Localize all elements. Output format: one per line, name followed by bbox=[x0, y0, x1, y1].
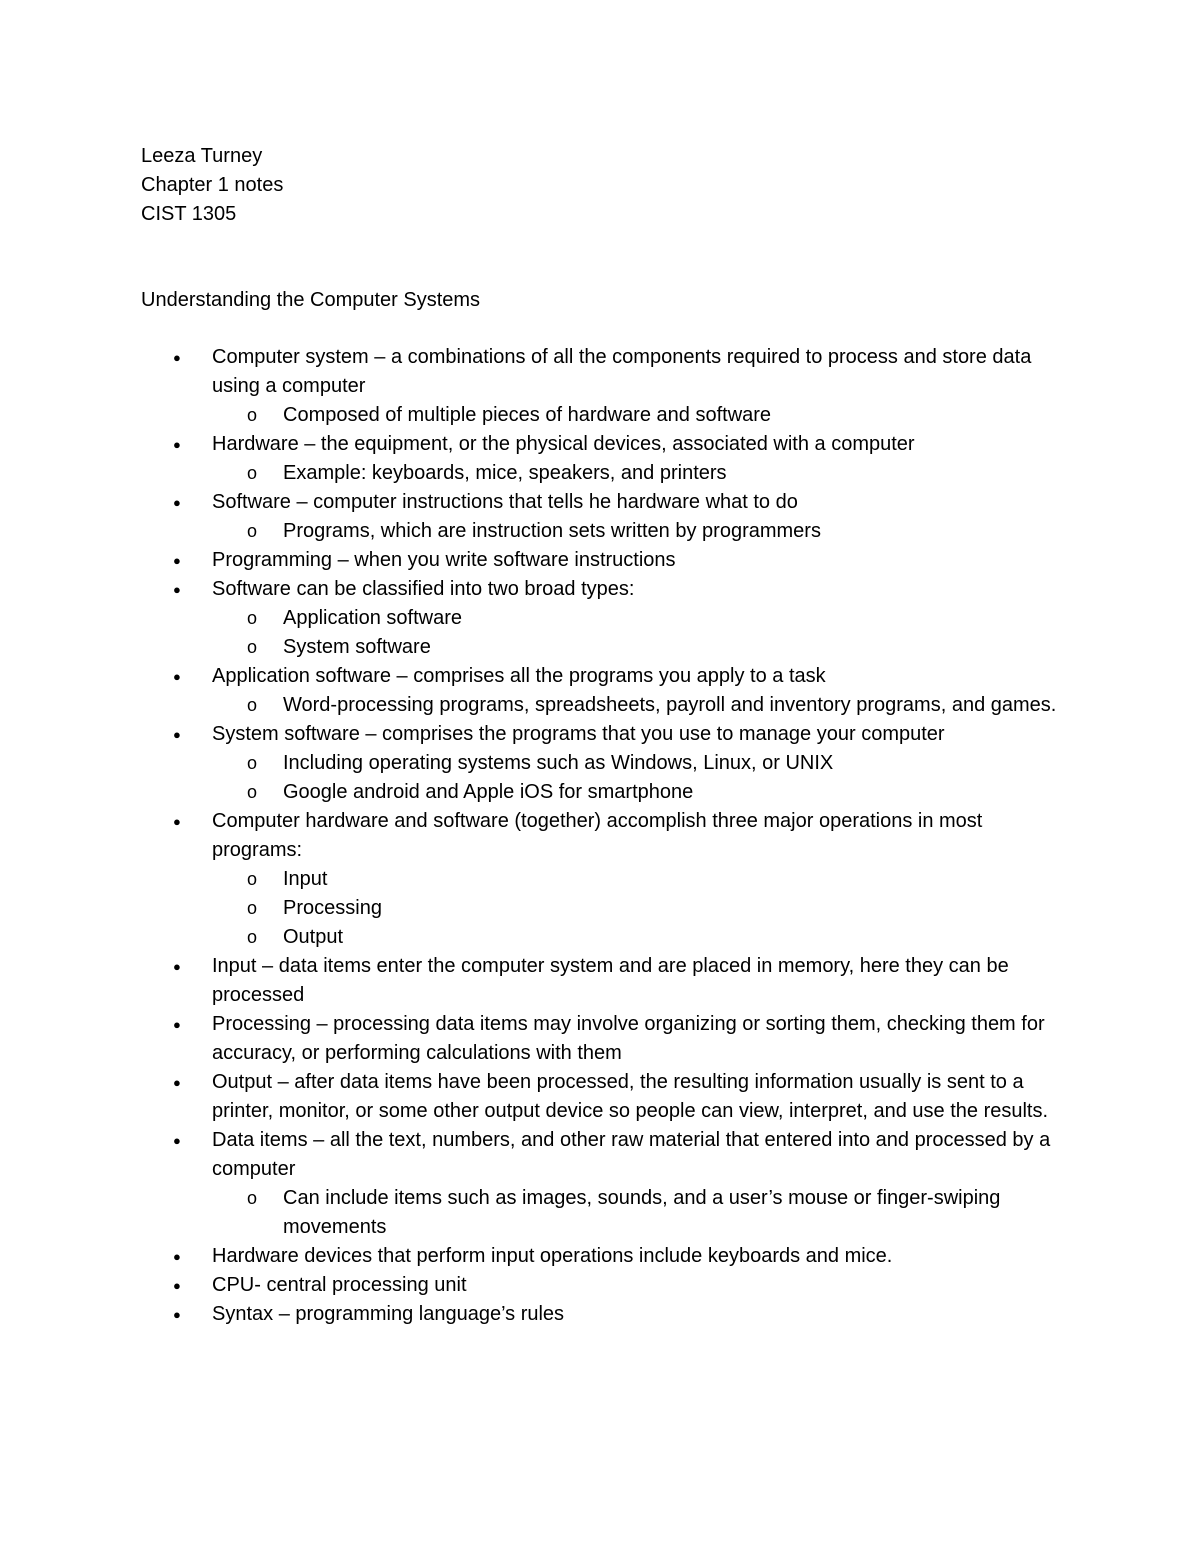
list-item-text: Application software – comprises all the programs you apply to a task bbox=[212, 665, 826, 687]
hollow-bullet-icon: o bbox=[247, 405, 258, 425]
sub-list-item bbox=[141, 778, 1063, 807]
bullet-icon: ● bbox=[173, 727, 181, 742]
list-item bbox=[141, 720, 1062, 749]
list-item bbox=[141, 488, 1062, 517]
list-item-text: Google android and Apple iOS for smartphone bbox=[283, 781, 694, 803]
list-item bbox=[141, 575, 1062, 604]
document-header bbox=[141, 142, 283, 229]
list-item-text: Data items – all the text, numbers, and other raw material that entered into and processed by a computer bbox=[212, 1129, 1051, 1180]
list-item bbox=[141, 1300, 1062, 1329]
list-item-text: Hardware devices that perform input operations include keyboards and mice. bbox=[212, 1245, 893, 1267]
bullet-icon: ● bbox=[173, 350, 181, 365]
chapter-label: Chapter 1 notes bbox=[141, 174, 284, 196]
list-item-text: CPU- central processing unit bbox=[212, 1274, 467, 1296]
sub-list-item bbox=[141, 401, 1063, 430]
sub-list-item bbox=[141, 517, 1063, 546]
list-item bbox=[141, 807, 1062, 865]
sub-list-item bbox=[141, 691, 1063, 720]
course-code: CIST 1305 bbox=[141, 203, 237, 225]
list-item-text: Syntax – programming language’s rules bbox=[212, 1303, 565, 1325]
author-name: Leeza Turney bbox=[141, 145, 263, 167]
list-item-text: Software can be classified into two broad types: bbox=[212, 578, 635, 600]
sub-list-item bbox=[141, 865, 1063, 894]
list-item-text: Computer hardware and software (together) accomplish three major operations in most programs: bbox=[212, 810, 983, 861]
bullet-icon: ● bbox=[173, 1278, 181, 1293]
sub-list-item bbox=[141, 604, 1063, 633]
sub-list-item bbox=[141, 1184, 1063, 1242]
hollow-bullet-icon: o bbox=[247, 637, 258, 657]
hollow-bullet-icon: o bbox=[247, 521, 258, 541]
bullet-icon: ● bbox=[173, 1075, 181, 1090]
list-item-text: Output bbox=[283, 926, 344, 948]
list-item bbox=[141, 952, 1062, 1010]
hollow-bullet-icon: o bbox=[247, 463, 258, 483]
list-item-text: Processing bbox=[283, 897, 382, 919]
list-item-text: Can include items such as images, sounds, and a user’s mouse or finger-swiping movements bbox=[283, 1187, 1001, 1238]
list-item-text: Processing – processing data items may involve organizing or sorting them, checking them for accuracy, or performing calculations with them bbox=[212, 1013, 1045, 1064]
list-item-text: Input – data items enter the computer system and are placed in memory, here they can be processed bbox=[212, 955, 1009, 1006]
bullet-icon: ● bbox=[173, 814, 181, 829]
list-item bbox=[141, 546, 1062, 575]
sub-list-item bbox=[141, 459, 1063, 488]
list-item-text: System software – comprises the programs that you use to manage your computer bbox=[212, 723, 945, 745]
list-item-text: Word-processing programs, spreadsheets, payroll and inventory programs, and games. bbox=[283, 694, 1057, 716]
hollow-bullet-icon: o bbox=[247, 1188, 258, 1208]
bullet-icon: ● bbox=[173, 1017, 181, 1032]
hollow-bullet-icon: o bbox=[247, 608, 258, 628]
hollow-bullet-icon: o bbox=[247, 927, 258, 947]
list-item bbox=[141, 1126, 1062, 1184]
bullet-icon: ● bbox=[173, 1249, 181, 1264]
list-item-text: System software bbox=[283, 636, 431, 658]
bullet-icon: ● bbox=[173, 1133, 181, 1148]
list-item bbox=[141, 1010, 1062, 1068]
list-item bbox=[141, 662, 1062, 691]
list-item-text: Input bbox=[283, 868, 328, 890]
sub-list-item bbox=[141, 749, 1063, 778]
list-item-text: Composed of multiple pieces of hardware and software bbox=[283, 404, 772, 426]
list-item bbox=[141, 343, 1062, 401]
list-item bbox=[141, 1271, 1062, 1300]
bullet-icon: ● bbox=[173, 669, 181, 684]
bullet-icon: ● bbox=[173, 582, 181, 597]
bullet-icon: ● bbox=[173, 437, 181, 452]
list-item-text: Including operating systems such as Windows, Linux, or UNIX bbox=[283, 752, 834, 774]
list-item-text: Computer system – a combinations of all the components required to process and store data using a computer bbox=[212, 346, 1032, 397]
list-item-text: Application software bbox=[283, 607, 462, 629]
hollow-bullet-icon: o bbox=[247, 869, 258, 889]
bullet-icon: ● bbox=[173, 553, 181, 568]
list-item bbox=[141, 1068, 1062, 1126]
hollow-bullet-icon: o bbox=[247, 782, 258, 802]
hollow-bullet-icon: o bbox=[247, 898, 258, 918]
bullet-icon: ● bbox=[173, 1307, 181, 1322]
section-title: Understanding the Computer Systems bbox=[141, 289, 481, 311]
sub-list-item bbox=[141, 894, 1063, 923]
hollow-bullet-icon: o bbox=[247, 695, 258, 715]
list-item-text: Software – computer instructions that tells he hardware what to do bbox=[212, 491, 798, 513]
sub-list-item bbox=[141, 633, 1063, 662]
notes-list bbox=[141, 343, 1071, 1329]
list-item-text: Example: keyboards, mice, speakers, and printers bbox=[283, 462, 727, 484]
list-item-text: Programming – when you write software instructions bbox=[212, 549, 676, 571]
hollow-bullet-icon: o bbox=[247, 753, 258, 773]
list-item bbox=[141, 430, 1062, 459]
bullet-icon: ● bbox=[173, 495, 181, 510]
list-item bbox=[141, 1242, 1062, 1271]
bullet-icon: ● bbox=[173, 959, 181, 974]
list-item-text: Programs, which are instruction sets written by programmers bbox=[283, 520, 821, 542]
list-item-text: Hardware – the equipment, or the physical devices, associated with a computer bbox=[212, 433, 915, 455]
list-item-text: Output – after data items have been processed, the resulting information usually is sent to a printer, monitor, or some other output device so people can view, interpret, and use the results. bbox=[212, 1071, 1049, 1122]
sub-list-item bbox=[141, 923, 1063, 952]
